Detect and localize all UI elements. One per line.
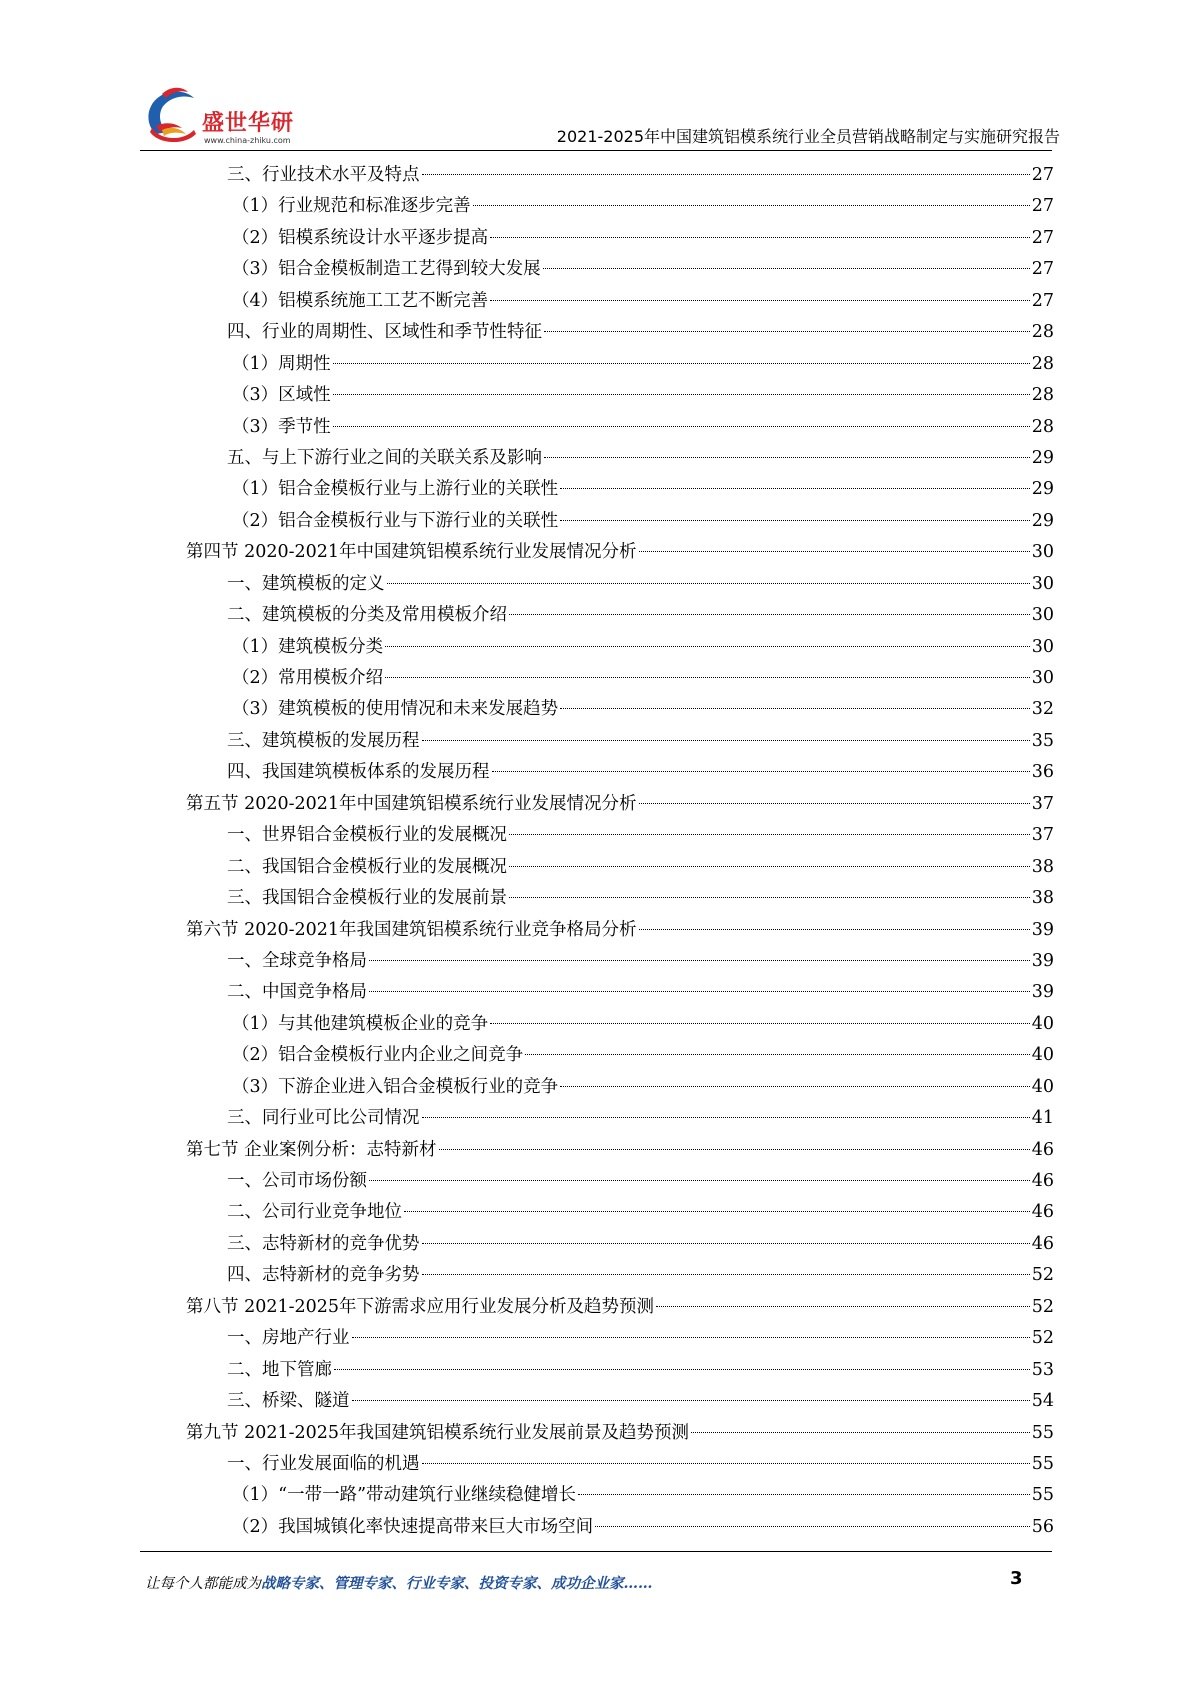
footer-divider <box>140 1551 1052 1552</box>
toc-entry-title: 三、建筑模板的发展历程 <box>227 730 420 751</box>
toc-dot-leader <box>352 1400 1030 1401</box>
toc-dot-leader <box>387 583 1030 584</box>
toc-entry-title: （1）与其他建筑模板企业的竞争 <box>232 1013 489 1034</box>
toc-entry-page: 27 <box>1031 227 1054 248</box>
toc-entry-title: 第九节 2021-2025年我国建筑铝模系统行业发展前景及趋势预测 <box>186 1422 690 1443</box>
toc-entry-page: 28 <box>1031 416 1054 437</box>
toc-entry-title: 四、志特新材的竞争劣势 <box>227 1265 420 1286</box>
toc-entry-title: 四、行业的周期性、区域性和季节性特征 <box>227 322 542 343</box>
toc-entry[interactable] <box>186 1229 1054 1260</box>
toc-entry-page: 40 <box>1031 1013 1054 1034</box>
toc-entry-page: 37 <box>1031 825 1054 846</box>
toc-entry-page: 27 <box>1031 259 1054 280</box>
toc-entry[interactable] <box>186 380 1054 411</box>
toc-dot-leader <box>639 551 1030 552</box>
toc-dot-leader <box>509 834 1030 835</box>
toc-entry-page: 32 <box>1031 699 1054 720</box>
toc-dot-leader <box>333 394 1030 395</box>
toc-dot-leader <box>509 614 1030 615</box>
toc-entry[interactable] <box>186 1480 1054 1511</box>
toc-entry-title: 一、公司市场份额 <box>227 1171 367 1191</box>
toc-entry[interactable] <box>186 600 1054 631</box>
toc-entry-page: 29 <box>1031 510 1054 531</box>
toc-dot-leader <box>369 1180 1030 1181</box>
toc-entry-title: （2）铝合金模板行业与下游行业的关联性 <box>232 510 559 531</box>
toc-entry-title: 三、行业技术水平及特点 <box>227 165 420 185</box>
toc-entry-page: 27 <box>1031 165 1054 185</box>
toc-entry[interactable] <box>186 160 1054 191</box>
toc-entry-title: （2）我国城镇化率快速提高带来巨大市场空间 <box>232 1516 594 1537</box>
toc-entry[interactable] <box>186 757 1054 788</box>
toc-entry-title: （3）区域性 <box>232 385 331 406</box>
toc-entry-page: 56 <box>1031 1516 1054 1537</box>
toc-entry-page: 28 <box>1031 353 1054 374</box>
toc-entry[interactable] <box>186 632 1054 663</box>
toc-entry-page: 53 <box>1031 1359 1054 1380</box>
toc-entry-title: （3）季节性 <box>232 416 331 437</box>
toc-dot-leader <box>595 1526 1030 1527</box>
toc-entry[interactable] <box>186 977 1054 1008</box>
toc-dot-leader <box>509 897 1030 898</box>
toc-entry-title: （1）行业规范和标准逐步完善 <box>232 196 471 217</box>
logo-swirl-icon <box>142 84 204 146</box>
toc-dot-leader <box>560 520 1030 521</box>
toc-dot-leader <box>560 1086 1030 1087</box>
toc-entry-page: 38 <box>1031 888 1054 909</box>
toc-entry-page: 39 <box>1031 950 1054 971</box>
toc-entry[interactable] <box>186 1072 1054 1103</box>
toc-entry[interactable] <box>186 663 1054 694</box>
toc-dot-leader <box>422 1463 1030 1464</box>
toc-entry-page: 35 <box>1031 730 1054 751</box>
toc-entry-page: 55 <box>1031 1485 1054 1506</box>
toc-dot-leader <box>544 331 1030 332</box>
toc-entry-title: 三、同行业可比公司情况 <box>227 1108 420 1129</box>
slogan-highlight: 战略专家、管理专家、行业专家、投资专家、成功企业家…… <box>261 1575 653 1592</box>
toc-entry[interactable] <box>186 349 1054 380</box>
logo-url: www.china-zhiku.com <box>204 136 291 145</box>
toc-entry-title: 二、我国铝合金模板行业的发展概况 <box>227 856 507 877</box>
toc-entry-page: 37 <box>1031 793 1054 814</box>
company-logo <box>142 84 312 146</box>
toc-dot-leader <box>333 426 1030 427</box>
toc-dot-leader <box>543 268 1030 269</box>
toc-entry[interactable] <box>186 1512 1054 1543</box>
toc-dot-leader <box>422 1243 1030 1244</box>
toc-entry-title: 第七节 企业案例分析：志特新材 <box>186 1139 437 1160</box>
toc-entry-page: 28 <box>1031 322 1054 343</box>
toc-entry[interactable] <box>186 726 1054 757</box>
toc-entry-page: 52 <box>1031 1265 1054 1286</box>
toc-entry[interactable] <box>186 1449 1054 1480</box>
toc-dot-leader <box>439 1149 1030 1150</box>
toc-dot-leader <box>490 300 1030 301</box>
toc-entry[interactable] <box>186 286 1054 317</box>
toc-entry-title: 第八节 2021-2025年下游需求应用行业发展分析及趋势预测 <box>186 1296 655 1317</box>
toc-entry-title: （2）常用模板介绍 <box>232 668 384 688</box>
logo-text: 盛世华研 <box>202 111 295 136</box>
toc-entry-title: （1）铝合金模板行业与上游行业的关联性 <box>232 479 559 500</box>
toc-entry[interactable] <box>186 223 1054 254</box>
toc-entry-page: 30 <box>1031 668 1054 688</box>
toc-dot-leader <box>490 237 1030 238</box>
toc-entry-page: 40 <box>1031 1076 1054 1097</box>
toc-dot-leader <box>473 205 1030 206</box>
toc-entry[interactable] <box>186 1135 1054 1166</box>
toc-entry-page: 54 <box>1031 1391 1054 1412</box>
toc-dot-leader <box>422 740 1030 741</box>
toc-dot-leader <box>369 960 1030 961</box>
toc-entry-page: 30 <box>1031 573 1054 594</box>
toc-dot-leader <box>492 771 1030 772</box>
toc-entry[interactable] <box>186 474 1054 505</box>
toc-entry-page: 52 <box>1031 1328 1054 1349</box>
toc-entry-title: 二、地下管廊 <box>227 1359 332 1380</box>
toc-entry-page: 38 <box>1031 856 1054 877</box>
toc-dot-leader <box>525 1054 1030 1055</box>
toc-dot-leader <box>369 991 1030 992</box>
toc-entry-title: （2）铝合金模板行业内企业之间竞争 <box>232 1045 524 1066</box>
toc-entry-title: 一、房地产行业 <box>227 1328 350 1349</box>
toc-entry-title: 二、公司行业竞争地位 <box>227 1202 402 1223</box>
toc-dot-leader <box>560 708 1030 709</box>
toc-entry-page: 36 <box>1031 762 1054 783</box>
toc-entry-page: 46 <box>1031 1202 1054 1223</box>
toc-entry[interactable] <box>186 443 1054 474</box>
toc-entry-title: 三、志特新材的竞争优势 <box>227 1233 420 1254</box>
toc-entry-title: 一、建筑模板的定义 <box>227 573 385 594</box>
toc-entry-page: 40 <box>1031 1045 1054 1066</box>
footer-slogan <box>145 1572 653 1593</box>
toc-dot-leader <box>422 174 1030 175</box>
toc-entry-title: （3）铝合金模板制造工艺得到较大发展 <box>232 259 541 280</box>
toc-entry[interactable] <box>186 1040 1054 1071</box>
toc-entry-title: 四、我国建筑模板体系的发展历程 <box>227 762 490 783</box>
toc-entry[interactable] <box>186 946 1054 977</box>
toc-entry[interactable] <box>186 1009 1054 1040</box>
header-divider <box>140 150 1052 151</box>
toc-dot-leader <box>490 1023 1030 1024</box>
toc-entry[interactable] <box>186 1386 1054 1417</box>
toc-entry-page: 39 <box>1031 919 1054 940</box>
toc-dot-leader <box>656 1306 1030 1307</box>
toc-entry[interactable] <box>186 317 1054 348</box>
toc-entry-title: 三、桥梁、隧道 <box>227 1391 350 1412</box>
toc-dot-leader <box>509 866 1030 867</box>
toc-entry[interactable] <box>186 1418 1054 1449</box>
slogan-prefix: 让每个人都能成为 <box>145 1576 261 1592</box>
toc-entry-title: 第四节 2020-2021年中国建筑铝模系统行业发展情况分析 <box>186 542 637 563</box>
toc-entry[interactable] <box>186 789 1054 820</box>
toc-entry-page: 55 <box>1031 1422 1054 1443</box>
toc-entry-title: 第五节 2020-2021年中国建筑铝模系统行业发展情况分析 <box>186 793 637 814</box>
toc-entry-page: 41 <box>1031 1108 1054 1129</box>
page-number: 3 <box>1010 1568 1023 1589</box>
toc-entry-title: 二、建筑模板的分类及常用模板介绍 <box>227 605 507 626</box>
toc-dot-leader <box>691 1432 1030 1433</box>
toc-entry-page: 30 <box>1031 542 1054 563</box>
toc-entry-title: 一、行业发展面临的机遇 <box>227 1453 420 1474</box>
toc-entry[interactable] <box>186 191 1054 222</box>
toc-entry-title: （3）建筑模板的使用情况和未来发展趋势 <box>232 699 559 720</box>
toc-entry[interactable] <box>186 569 1054 600</box>
toc-entry-title: 三、我国铝合金模板行业的发展前景 <box>227 888 507 909</box>
toc-dot-leader <box>333 363 1030 364</box>
toc-dot-leader <box>544 457 1030 458</box>
toc-entry-title: （2）铝模系统设计水平逐步提高 <box>232 227 489 248</box>
toc-entry-page: 52 <box>1031 1296 1054 1317</box>
toc-dot-leader <box>334 1369 1030 1370</box>
toc-entry-title: 一、世界铝合金模板行业的发展概况 <box>227 825 507 846</box>
toc-entry-title: （1）周期性 <box>232 353 331 374</box>
toc-dot-leader <box>422 1274 1030 1275</box>
toc-entry-title: 第六节 2020-2021年我国建筑铝模系统行业竞争格局分析 <box>186 919 637 940</box>
toc-entry-page: 55 <box>1031 1453 1054 1474</box>
toc-dot-leader <box>385 677 1030 678</box>
toc-entry[interactable] <box>186 537 1054 568</box>
toc-entry-title: （1）建筑模板分类 <box>232 636 384 657</box>
toc-dot-leader <box>404 1211 1030 1212</box>
toc-entry-page: 28 <box>1031 385 1054 406</box>
report-title: 2021-2025年中国建筑铝模系统行业全员营销战略制定与实施研究报告 <box>556 127 1060 146</box>
toc-entry[interactable] <box>186 883 1054 914</box>
toc-entry[interactable] <box>186 1103 1054 1134</box>
toc-dot-leader <box>639 929 1030 930</box>
toc-entry-page: 29 <box>1031 479 1054 500</box>
toc-entry[interactable] <box>186 1260 1054 1291</box>
toc-entry-page: 27 <box>1031 196 1054 217</box>
toc-entry[interactable] <box>186 820 1054 851</box>
toc-entry-page: 46 <box>1031 1171 1054 1191</box>
toc-dot-leader <box>385 646 1030 647</box>
toc-entry-page: 39 <box>1031 982 1054 1003</box>
toc-entry[interactable] <box>186 1355 1054 1386</box>
table-of-contents <box>186 160 1054 1543</box>
toc-entry[interactable] <box>186 254 1054 285</box>
toc-dot-leader <box>422 1117 1030 1118</box>
toc-entry-title: 二、中国竞争格局 <box>227 982 367 1003</box>
toc-dot-leader <box>578 1494 1030 1495</box>
toc-entry-title: （1）“一带一路”带动建筑行业继续稳健增长 <box>232 1485 577 1506</box>
toc-entry[interactable] <box>186 852 1054 883</box>
toc-entry[interactable] <box>186 412 1054 443</box>
toc-entry-title: 五、与上下游行业之间的关联关系及影响 <box>227 447 542 468</box>
toc-entry[interactable] <box>186 694 1054 725</box>
toc-dot-leader <box>639 803 1030 804</box>
toc-entry[interactable] <box>186 1292 1054 1323</box>
toc-entry-page: 30 <box>1031 636 1054 657</box>
toc-entry-title: （4）铝模系统施工工艺不断完善 <box>232 290 489 311</box>
toc-entry[interactable] <box>186 915 1054 946</box>
toc-entry-page: 29 <box>1031 447 1054 468</box>
toc-entry[interactable] <box>186 506 1054 537</box>
toc-entry[interactable] <box>186 1323 1054 1354</box>
toc-entry-page: 46 <box>1031 1139 1054 1160</box>
toc-dot-leader <box>560 488 1030 489</box>
toc-entry[interactable] <box>186 1166 1054 1197</box>
toc-entry-page: 30 <box>1031 605 1054 626</box>
toc-entry-title: （3）下游企业进入铝合金模板行业的竞争 <box>232 1076 559 1097</box>
toc-entry-page: 27 <box>1031 290 1054 311</box>
toc-entry-title: 一、全球竞争格局 <box>227 950 367 971</box>
toc-dot-leader <box>352 1337 1030 1338</box>
toc-entry-page: 46 <box>1031 1233 1054 1254</box>
toc-entry[interactable] <box>186 1197 1054 1228</box>
